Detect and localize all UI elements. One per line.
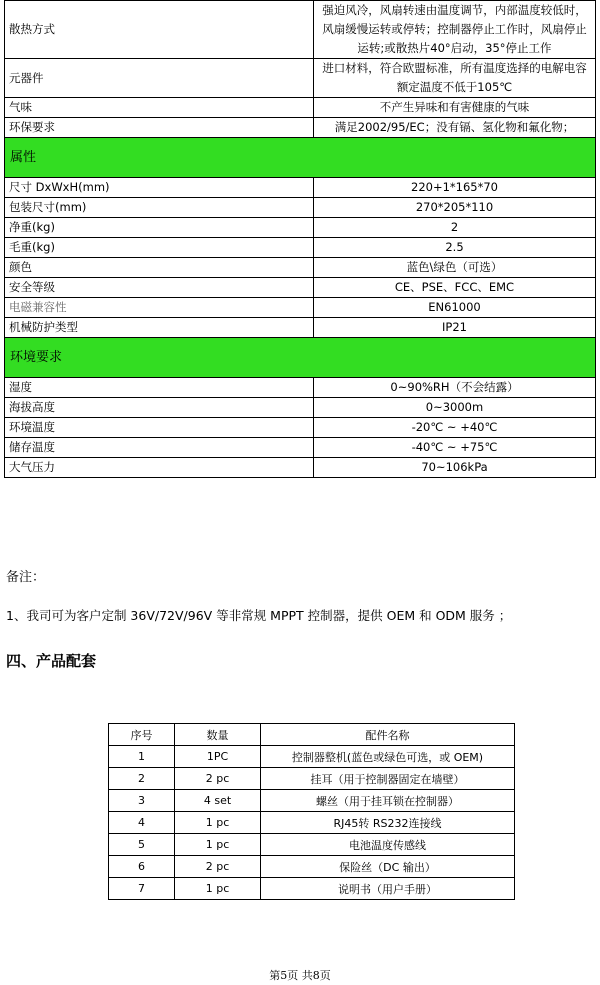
- table-row: [109, 812, 515, 834]
- table-cell: 1 pc: [175, 812, 261, 834]
- table-cell: 1: [109, 746, 175, 768]
- table-cell: 2 pc: [175, 768, 261, 790]
- column-header: 配件名称: [261, 724, 515, 746]
- table-row: [5, 258, 596, 278]
- table-row: [109, 768, 515, 790]
- spec-label: 净重(kg): [5, 218, 314, 238]
- spec-value: -40℃ ~ +75℃: [314, 438, 596, 458]
- table-cell: 4 set: [175, 790, 261, 812]
- table-cell: 7: [109, 878, 175, 900]
- table-cell: 4: [109, 812, 175, 834]
- spec-value: 270*205*110: [314, 198, 596, 218]
- spec-label: 机械防护类型: [5, 318, 314, 338]
- table-cell: 螺丝（用于挂耳锁在控制器）: [261, 790, 515, 812]
- table-row: [109, 834, 515, 856]
- table-row: [5, 59, 596, 98]
- accessories-table: [108, 723, 515, 900]
- table-row: [5, 278, 596, 298]
- table-row: [5, 438, 596, 458]
- column-header: 序号: [109, 724, 175, 746]
- spec-value: 满足2002/95/EC；没有镉、氢化物和氟化物；: [314, 118, 596, 138]
- spec-value: 2: [314, 218, 596, 238]
- section-header-attributes: 属性: [5, 138, 596, 178]
- table-cell: 保险丝（DC 输出）: [261, 856, 515, 878]
- spec-label: 毛重(kg): [5, 238, 314, 258]
- table-row: [5, 98, 596, 118]
- spec-label: 尺寸 DxWxH(mm): [5, 178, 314, 198]
- table-cell: 电池温度传感线: [261, 834, 515, 856]
- table-row: [5, 318, 596, 338]
- spec-label: 湿度: [5, 378, 314, 398]
- table-cell: 控制器整机(蓝色或绿色可选，或 OEM): [261, 746, 515, 768]
- table-row: [5, 378, 596, 398]
- spec-value: 强迫风冷，风扇转速由温度调节，内部温度较低时，风扇缓慢运转或停转；控制器停止工作时，风扇停止运转;或散热片40°启动，35°停止工作: [314, 1, 596, 59]
- table-row: [5, 178, 596, 198]
- spec-label: 安全等级: [5, 278, 314, 298]
- table-cell: 1PC: [175, 746, 261, 768]
- table-row: [5, 298, 596, 318]
- spec-value: 70~106kPa: [314, 458, 596, 478]
- spec-label: 环保要求: [5, 118, 314, 138]
- spec-label: 储存温度: [5, 438, 314, 458]
- table-row: [5, 238, 596, 258]
- table-row: [5, 398, 596, 418]
- spec-value: CE、PSE、FCC、EMC: [314, 278, 596, 298]
- spec-value: EN61000: [314, 298, 596, 318]
- table-row: [5, 1, 596, 59]
- spec-value: 0~90%RH（不会结露）: [314, 378, 596, 398]
- spec-value: 0~3000m: [314, 398, 596, 418]
- spec-label: 气味: [5, 98, 314, 118]
- table-cell: 挂耳（用于控制器固定在墙壁）: [261, 768, 515, 790]
- spec-value: 2.5: [314, 238, 596, 258]
- table-cell: 1 pc: [175, 834, 261, 856]
- spec-value: IP21: [314, 318, 596, 338]
- table-row: [5, 118, 596, 138]
- notes-line: 1、我司可为客户定制 36V/72V/96V 等非常规 MPPT 控制器，提供 OEM 和 ODM 服务 ；: [6, 608, 512, 623]
- spec-label: 海拔高度: [5, 398, 314, 418]
- section-header-row: [5, 338, 596, 378]
- table-row: [5, 198, 596, 218]
- table-header-row: [109, 724, 515, 746]
- spec-value: -20℃ ~ +40℃: [314, 418, 596, 438]
- table-row: [5, 218, 596, 238]
- section-header-environment: 环境要求: [5, 338, 596, 378]
- spec-label: 电磁兼容性: [5, 298, 314, 318]
- table-row: [109, 878, 515, 900]
- spec-table: [4, 0, 596, 478]
- page-footer: 第5页 共8页: [269, 969, 331, 982]
- spec-value: 不产生异味和有害健康的气味: [314, 98, 596, 118]
- spec-value: 进口材料，符合欧盟标准，所有温度选择的电解电容额定温度不低于105℃: [314, 59, 596, 98]
- spec-label: 环境温度: [5, 418, 314, 438]
- spec-value: 蓝色\绿色（可选）: [314, 258, 596, 278]
- table-row: [5, 418, 596, 438]
- spec-label: 包装尺寸(mm): [5, 198, 314, 218]
- table-row: [109, 746, 515, 768]
- spec-label: 大气压力: [5, 458, 314, 478]
- spec-label: 散热方式: [5, 1, 314, 59]
- table-cell: 2: [109, 768, 175, 790]
- table-cell: 说明书（用户手册）: [261, 878, 515, 900]
- spec-label: 元器件: [5, 59, 314, 98]
- table-row: [109, 856, 515, 878]
- section-header-row: [5, 138, 596, 178]
- table-row: [5, 458, 596, 478]
- table-cell: 6: [109, 856, 175, 878]
- section-title: 四、产品配套: [6, 652, 97, 670]
- table-row: [109, 790, 515, 812]
- spec-label: 颜色: [5, 258, 314, 278]
- table-cell: 1 pc: [175, 878, 261, 900]
- spec-value: 220+1*165*70: [314, 178, 596, 198]
- column-header: 数量: [175, 724, 261, 746]
- table-cell: 2 pc: [175, 856, 261, 878]
- table-cell: 3: [109, 790, 175, 812]
- table-cell: 5: [109, 834, 175, 856]
- table-cell: RJ45转 RS232连接线: [261, 812, 515, 834]
- notes-label: 备注：: [6, 570, 46, 585]
